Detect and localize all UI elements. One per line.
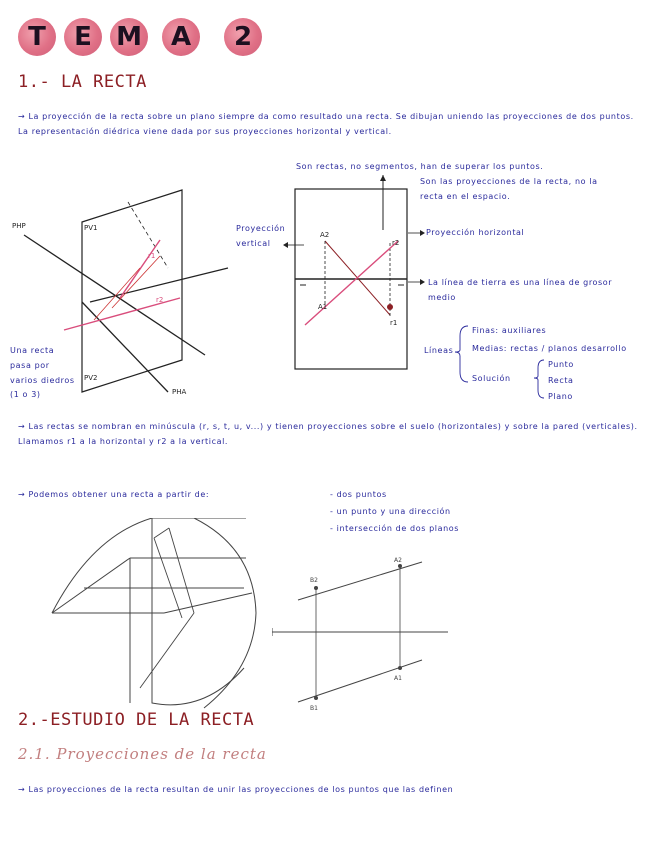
title-letter: T xyxy=(28,22,46,52)
naming-paragraph: → Las rectas se nombran en minúscula (r, s, t, u, v...) y tienen proyecciones sobre el suelo (horizontales) y sobre la pared (verticales). Llamamos r1 a la horizontal y r2 a la vertical. xyxy=(18,422,638,446)
label-pha: PHA xyxy=(172,388,187,396)
label-r1-projection: r1 xyxy=(390,319,398,327)
label-php: PHP xyxy=(12,222,26,230)
lines-item: Medias: rectas / planos desarrollo xyxy=(472,344,627,353)
label-a2-second: A2 xyxy=(394,557,402,564)
solution-item: Punto xyxy=(548,360,574,369)
label-dihedra: Una recta pasa por varios diedros (1 o 3) xyxy=(10,346,75,400)
obtain-item: - un punto y una dirección xyxy=(330,507,451,516)
label-r2-projection: r2 xyxy=(392,239,400,247)
label-r2: r2 xyxy=(156,296,164,304)
label-pv1: PV1 xyxy=(84,224,98,232)
label-ground-line: La línea de tierra es una línea de grosor medio xyxy=(428,278,613,302)
line-construction-3d xyxy=(44,518,269,713)
title-letter: A xyxy=(170,22,192,52)
note-space: Son las proyecciones de la recta, no la recta en el espacio. xyxy=(420,177,598,201)
solution-item: Plano xyxy=(548,392,573,401)
label-vertical-projection: Proyección vertical xyxy=(236,224,286,248)
section-heading: 1.- LA RECTA xyxy=(18,72,147,92)
label-a1: A1 xyxy=(318,303,328,311)
obtain-item: - intersección de dos planos xyxy=(330,524,460,533)
subsection-heading: 2.1. Proyecciones de la recta xyxy=(18,745,267,763)
section-heading: 2.-ESTUDIO DE LA RECTA xyxy=(18,710,255,730)
label-horizontal-projection: Proyección horizontal xyxy=(426,228,525,237)
title-letter: E xyxy=(74,22,92,52)
line-dihedral-projection xyxy=(272,552,448,712)
obtain-item: - dos puntos xyxy=(330,490,387,499)
label-a2: A2 xyxy=(320,231,330,239)
label-b1: B1 xyxy=(310,705,318,712)
solution-item: Recta xyxy=(548,376,574,385)
projections-paragraph: → Las proyecciones de la recta resultan de unir las proyecciones de los puntos que las definen xyxy=(18,785,454,794)
intro-paragraph: → La proyección de la recta sobre un plano siempre da como resultado una recta. Se dibujan uniendo las proyecciones de dos puntos. La representación diédrica viene dada por sus proyecciones horizontal y vertical. xyxy=(18,112,634,136)
lines-title: Líneas xyxy=(424,346,454,355)
note-segments: Son rectas, no segmentos, han de superar los puntos. xyxy=(296,162,544,171)
label-pv2: PV2 xyxy=(84,374,98,382)
label-b2: B2 xyxy=(310,577,318,584)
lines-item: Solución xyxy=(472,374,511,383)
title-letter: M xyxy=(116,22,142,52)
title-letter: 2 xyxy=(233,22,253,52)
label-r1: r1 xyxy=(148,252,156,260)
lines-item: Finas: auxiliares xyxy=(472,326,547,335)
obtain-lead: → Podemos obtener una recta a partir de: xyxy=(18,490,210,499)
label-a1-second: A1 xyxy=(394,675,402,682)
